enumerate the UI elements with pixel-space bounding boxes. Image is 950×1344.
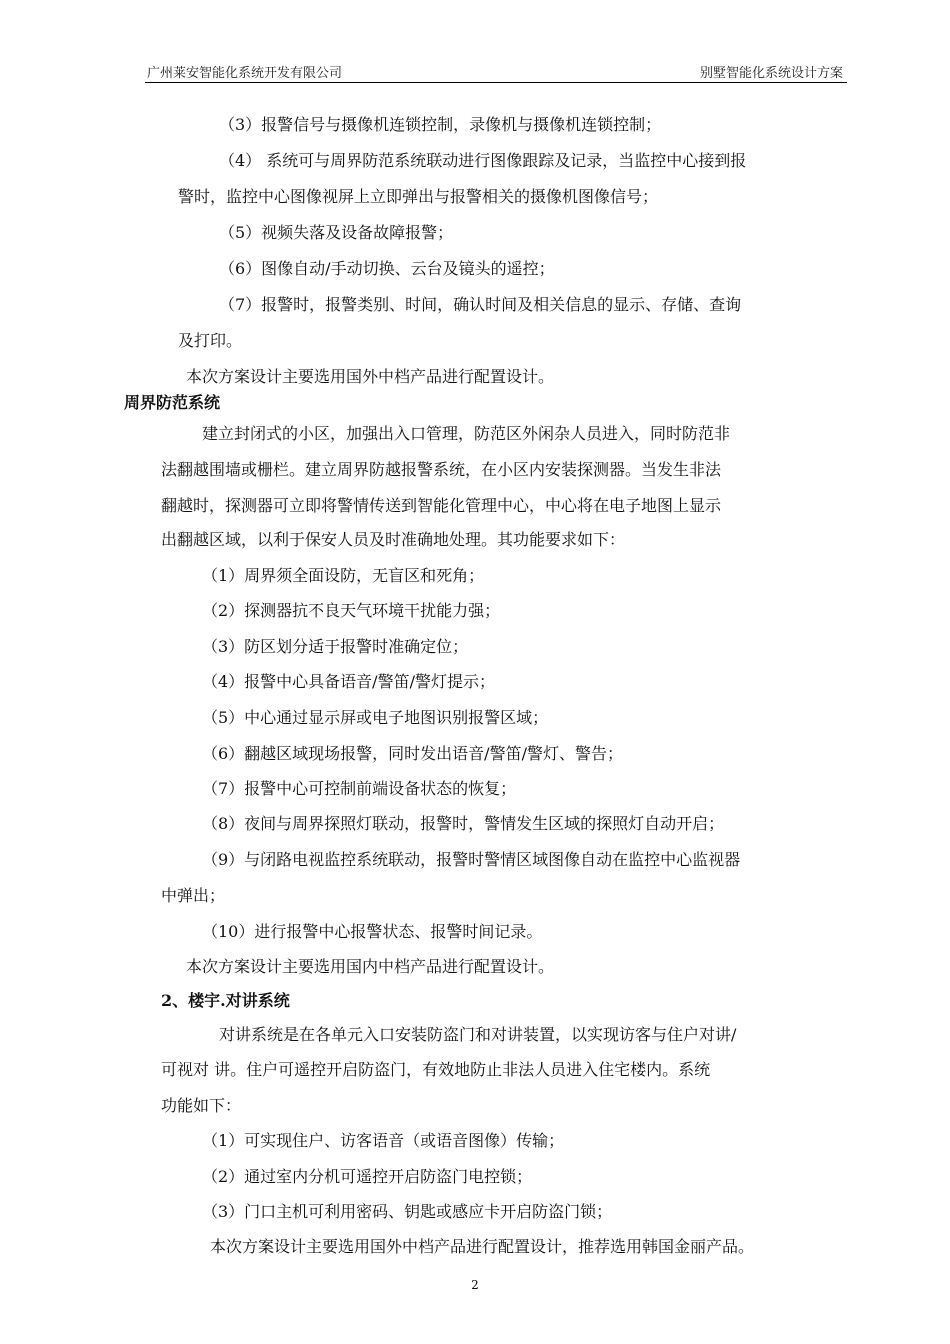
paragraph-line: （5）中心通过显示屏或电子地图识别报警区域； [202, 708, 549, 727]
paragraph-line: 可视对 讲。住户可遥控开启防盗门，有效地防止非法人员进入住宅楼内。系统 [161, 1060, 711, 1079]
paragraph-line: （8）夜间与周界探照灯联动，报警时，警情发生区域的探照灯自动开启； [202, 814, 725, 833]
paragraph-line: （7）报警时，报警类别、时间，确认时间及相关信息的显示、存储、查询 [219, 295, 742, 314]
paragraph-line: 法翻越围墙或栅栏。建立周界防越报警系统，在小区内安装探测器。当发生非法 [161, 460, 722, 479]
paragraph-line: （2）通过室内分机可遥控开启防盗门电控锁； [202, 1167, 533, 1186]
paragraph-line: 本次方案设计主要选用国外中档产品进行配置设计，推荐选用韩国金丽产品。 [210, 1237, 755, 1256]
paragraph-line: （4）报警中心具备语音/警笛/警灯提示； [202, 672, 495, 691]
paragraph-line: （1）可实现住户、访客语音（或语音图像）传输； [202, 1131, 565, 1150]
paragraph-line: （3）防区划分适于报警时准确定位； [202, 637, 469, 656]
page-header [145, 62, 847, 83]
paragraph-line: （6）图像自动/手动切换、云台及镜头的遥控； [219, 259, 555, 278]
section-heading: 周界防范系统 [124, 393, 221, 412]
paragraph-line: （3）门口主机可利用密码、钥匙或感应卡开启防盗门锁； [202, 1202, 613, 1221]
paragraph-line: 功能如下： [161, 1096, 242, 1115]
paragraph-line: （2）探测器抗不良天气环境干扰能力强； [202, 601, 501, 620]
paragraph-line: （7）报警中心可控制前端设备状态的恢复； [202, 779, 517, 798]
paragraph-line: 出翻越区域，以利于保安人员及时准确地处理。其功能要求如下： [161, 530, 626, 549]
header-doc-title: 别墅智能化系统设计方案 [699, 66, 843, 81]
section-heading: 2、楼宇.对讲系统 [161, 991, 290, 1010]
paragraph-line: （10）进行报警中心报警状态、报警时间记录。 [202, 922, 543, 941]
paragraph-line: （5）视频失落及设备故障报警； [219, 223, 454, 242]
paragraph-line: 对讲系统是在各单元入口安装防盗门和对讲装置，以实现访客与住户对讲/ [219, 1025, 737, 1044]
paragraph-line: 及打印。 [178, 331, 243, 350]
paragraph-line: （4） 系统可与周界防范系统联动进行图像跟踪及记录，当监控中心接到报 [219, 151, 747, 170]
page-number: 2 [471, 1278, 479, 1292]
paragraph-line: 本次方案设计主要选用国外中档产品进行配置设计。 [186, 367, 555, 386]
header-company: 广州莱安智能化系统开发有限公司 [147, 66, 343, 81]
paragraph-line: （9）与闭路电视监控系统联动，报警时警情区域图像自动在监控中心监视器 [202, 850, 741, 869]
paragraph-line: 本次方案设计主要选用国内中档产品进行配置设计。 [186, 957, 555, 976]
paragraph-line: 建立封闭式的小区，加强出入口管理，防范区外闲杂人员进入，同时防范非 [202, 424, 731, 443]
paragraph-line: 翻越时，探测器可立即将警情传送到智能化管理中心，中心将在电子地图上显示 [161, 496, 722, 515]
paragraph-line: 中弹出； [161, 886, 226, 905]
paragraph-line: （3）报警信号与摄像机连锁控制，录像机与摄像机连锁控制； [219, 115, 662, 134]
paragraph-line: （6）翻越区域现场报警，同时发出语音/警笛/警灯、警告； [202, 744, 623, 763]
paragraph-line: 警时，监控中心图像视屏上立即弹出与报警相关的摄像机图像信号； [178, 187, 659, 206]
paragraph-line: （1）周界须全面设防，无盲区和死角； [202, 566, 485, 585]
